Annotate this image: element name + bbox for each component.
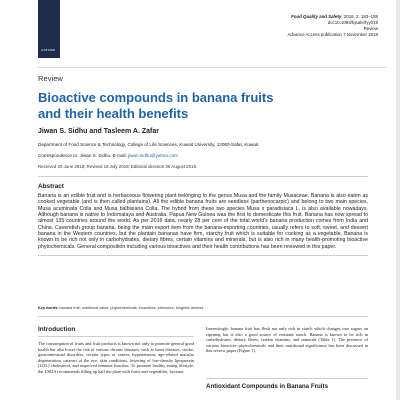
article-type: Review bbox=[38, 74, 63, 83]
right-column-text: Interestingly, banana fruit has flesh not only rich in starch which changes into sugars on ripening but is also a good source of resistant starch. Banana is known to be rich in carbohydrates, dietary fibres, certain vitamins, and minerals (Table 1). The presence of various bioactive phytochemicals and their nutritional significance has been discussed in this review paper (Figure 1). bbox=[206, 326, 368, 354]
received-dates: Received 20 June 2018; Revised 16 July 2018; Editorial decision 30 August 2018. bbox=[38, 164, 198, 169]
introduction-heading: Introduction bbox=[38, 326, 194, 337]
correspondence-label: Correspondence to: Jiwan S. Sidhu. E-mail: bbox=[38, 153, 129, 158]
journal-info bbox=[287, 14, 378, 38]
section-rule bbox=[38, 316, 368, 317]
abstract-text: Banana is an edible fruit and is herbaceous flowering plant belonging to the genus Musa and the family Musaceae. Banana is also eaten as cooked vegetable (and is then called plantains). All the edible banana fruits are seedless (parthenocarpic) and belong to two main species, Musa acuminata Colla and Musa balbisiana Colla. The hybrid from these two species Musa x paradisiaca L. is also available nowadays. Although banana is native to Indomalaya and Australia, Papua New Guinea was the first to domesticate this fruit. Banana has now spread to almost 135 countries around the world. As per 2016 data, nearly 28 per cent of the total world's banana production comes from India and China. Cavendish group banana, being the main export item from the banana-exporting countries, usually refers to soft, sweet, and dessert banana in the Western countries, but the plantain bananas have firm, starchy fruit which is suitable for cooking as a vegetable. Banana is known to be rich not only in carbohydrates, dietary fibres, certain vitamins and minerals, but is also rich in many health-promoting bioactive phytochemicals. General composition including various bioactives and their health contributions has been reviewed in this paper. bbox=[38, 193, 368, 250]
introduction-text: The consumption of fruits and fruit products is known not only to promote general good health but also lower the risk of various chronic diseases, such as heart diseases, stroke, gastrointestinal disorders, certain types of cancer, hypertension, age-related macular degeneration, cataract of the eye, skin conditions, lowering of low-density lipoprotein (LDL) cholesterol, and improved immune function. To promote healthy eating lifestyle, the USDA recommends filling up half the plate with fruits and vegetables, because bbox=[38, 341, 194, 374]
keywords-text: banana fruit; nutritional value; phytochemicals; bioactives; phenolics; biogenic amines. bbox=[58, 306, 205, 310]
author-email-link[interactable]: jiwan.sidhu@yahoo.com bbox=[128, 153, 179, 158]
right-column bbox=[206, 326, 368, 354]
journal-citation: , 2018, 2, 183–188 bbox=[341, 14, 378, 19]
correspondence bbox=[38, 153, 178, 158]
journal-type: Review bbox=[363, 26, 378, 31]
publisher-logo bbox=[38, 0, 60, 58]
header-rule bbox=[38, 67, 386, 68]
advance-access: Advance Access publication 7 November 2018 bbox=[287, 32, 378, 37]
journal-title: Food Quality and Safety bbox=[291, 14, 342, 19]
logo-text: OXFORD bbox=[41, 48, 56, 52]
journal-doi[interactable]: doi:10.1093/fqsafe/fyy019 bbox=[327, 20, 378, 25]
keywords-label: Key words: bbox=[38, 306, 59, 310]
article-title: Bioactive compounds in banana fruits and their health benefits bbox=[38, 90, 274, 121]
abstract-heading: Abstract bbox=[38, 183, 64, 190]
keywords bbox=[38, 306, 204, 310]
left-column bbox=[38, 326, 194, 375]
page-edge bbox=[396, 0, 400, 400]
abstract-section bbox=[38, 176, 368, 256]
affiliation: Department of Food Science & Technology, College of Life Sciences, Kuwait University, 13060-Safat, Kuwait bbox=[38, 142, 259, 147]
author-list: Jiwan S. Sidhu and Tasleem A. Zafar bbox=[38, 128, 159, 135]
antioxidant-heading: Antioxidant Compounds in Banana Fruits bbox=[206, 378, 368, 390]
